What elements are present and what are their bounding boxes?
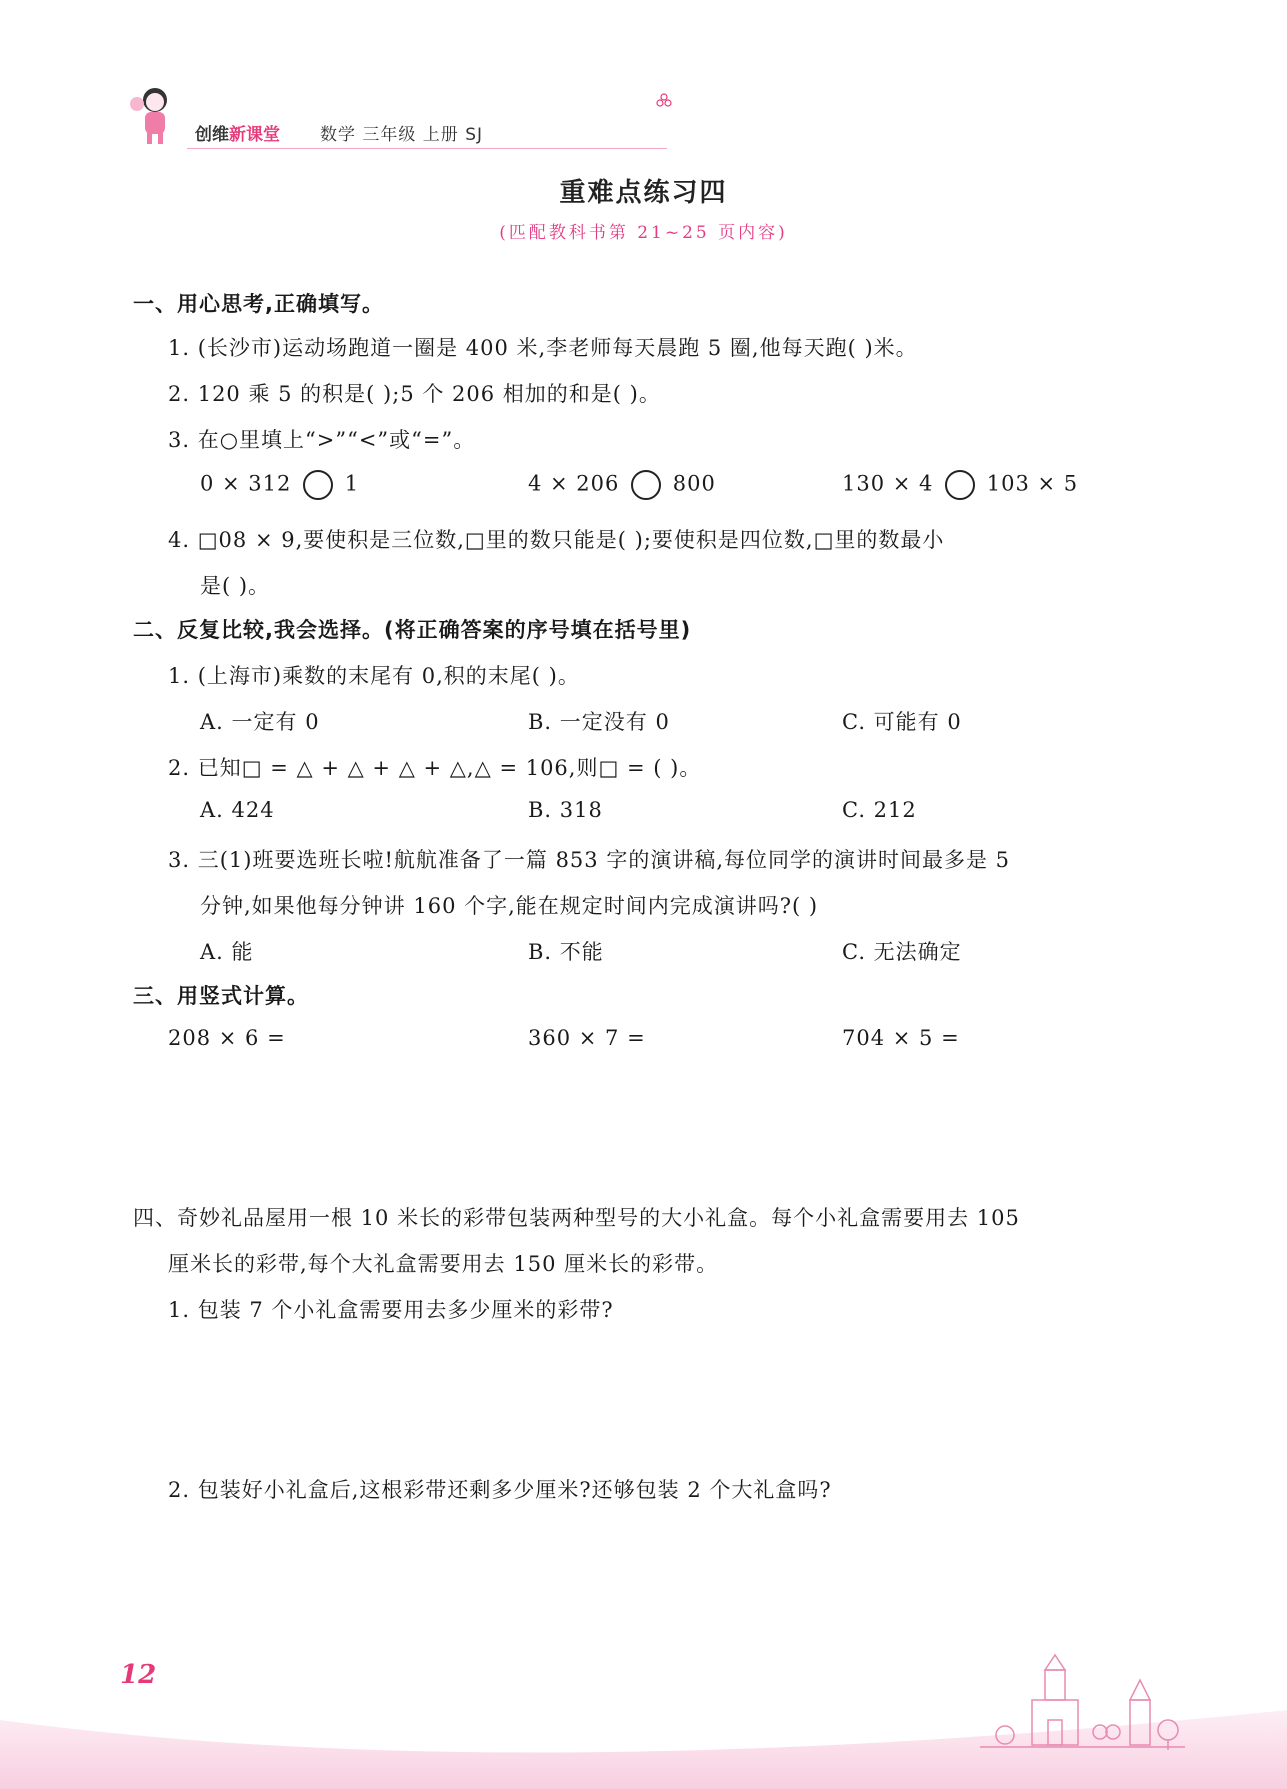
compare-a	[200, 470, 359, 500]
calc-expression-1: 208 × 6 =	[168, 1026, 286, 1050]
flower-icon	[655, 92, 673, 110]
page-number: 12	[120, 1660, 157, 1690]
page-subtitle: (匹配教科书第 21~25 页内容)	[499, 223, 788, 243]
compare-a-left: 0 × 312	[200, 471, 292, 496]
s2-q2-option-b: B. 318	[528, 798, 603, 822]
s1-question-3: 3. 在○里填上“>”“<”或“=”。	[168, 428, 476, 452]
header-divider	[187, 148, 667, 149]
s1-question-4-line2: 是( )。	[200, 574, 271, 598]
s2-q1-option-b: B. 一定没有 0	[528, 710, 670, 734]
compare-b-right: 800	[672, 471, 716, 496]
compare-c	[842, 470, 1078, 500]
s2-q2-option-c: C. 212	[842, 798, 917, 822]
section-4-line1: 四、奇妙礼品屋用一根 10 米长的彩带包装两种型号的大小礼盒。每个小礼盒需要用去 105	[133, 1206, 1020, 1230]
book-info: 数学 三年级 上册 SJ	[320, 125, 484, 145]
s2-q1-option-a: A. 一定有 0	[200, 710, 320, 734]
compare-b-left: 4 × 206	[528, 471, 620, 496]
s2-q2-option-a: A. 424	[200, 798, 275, 822]
compare-circle-c[interactable]	[945, 470, 975, 500]
compare-b	[528, 470, 716, 500]
cartoon-girl-icon	[125, 82, 183, 146]
section-3-heading: 三、用竖式计算。	[133, 984, 309, 1008]
brand-part1: 创维	[195, 125, 229, 145]
brand-name	[195, 120, 280, 145]
calc-expression-2: 360 × 7 =	[528, 1026, 646, 1050]
calc-expression-3: 704 × 5 =	[842, 1026, 960, 1050]
s2-q1-option-c: C. 可能有 0	[842, 710, 962, 734]
s2-question-3-line1: 3. 三(1)班要选班长啦!航航准备了一篇 853 字的演讲稿,每位同学的演讲时间最多是 5	[168, 848, 1011, 872]
page-header	[125, 78, 555, 148]
compare-c-left: 130 × 4	[842, 471, 934, 496]
compare-circle-b[interactable]	[631, 470, 661, 500]
compare-c-right: 103 × 5	[986, 471, 1079, 496]
page-title: 重难点练习四	[559, 178, 728, 208]
s2-question-1: 1. (上海市)乘数的末尾有 0,积的末尾( )。	[168, 664, 580, 688]
s2-q3-option-c: C. 无法确定	[842, 940, 962, 964]
section-2-heading: 二、反复比较,我会选择。(将正确答案的序号填在括号里)	[133, 618, 692, 642]
compare-a-right: 1	[344, 471, 360, 496]
s2-q3-option-a: A. 能	[200, 940, 254, 964]
s1-question-1: 1. (长沙市)运动场跑道一圈是 400 米,李老师每天晨跑 5 圈,他每天跑( )米。	[168, 336, 918, 360]
compare-circle-a[interactable]	[303, 470, 333, 500]
s1-question-4-line1: 4. □08 × 9,要使积是三位数,□里的数只能是( );要使积是四位数,□里的数最小	[168, 528, 945, 552]
s1-question-2: 2. 120 乘 5 的积是( );5 个 206 相加的和是( )。	[168, 382, 661, 406]
s2-q3-option-b: B. 不能	[528, 940, 604, 964]
s4-question-1: 1. 包装 7 个小礼盒需要用去多少厘米的彩带?	[168, 1298, 614, 1322]
s2-question-2: 2. 已知□ = △ + △ + △ + △,△ = 106,则□ = ( )。	[168, 756, 702, 780]
s2-question-3-line2: 分钟,如果他每分钟讲 160 个字,能在规定时间内完成演讲吗?( )	[200, 894, 819, 918]
section-4-line2: 厘米长的彩带,每个大礼盒需要用去 150 厘米长的彩带。	[168, 1252, 719, 1276]
brand-part2: 新课堂	[229, 125, 280, 145]
s4-question-2: 2. 包装好小礼盒后,这根彩带还剩多少厘米?还够包装 2 个大礼盒吗?	[168, 1478, 832, 1502]
section-1-heading: 一、用心思考,正确填写。	[133, 292, 384, 316]
castle-illustration-icon	[950, 1650, 1190, 1760]
